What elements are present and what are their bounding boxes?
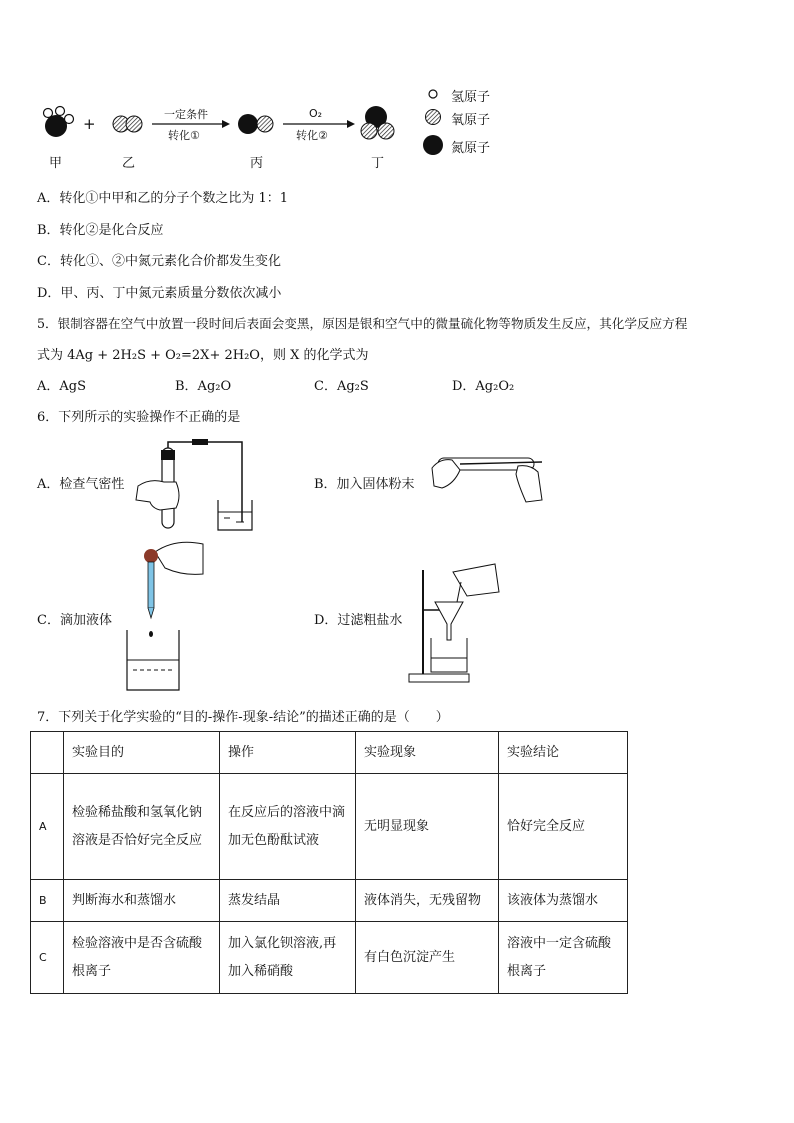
table-header-cell: 操作: [220, 732, 356, 774]
q6-option-a: A．检查气密性: [37, 477, 125, 492]
row-label: B: [31, 880, 64, 922]
nitrogen-legend-icon: [423, 135, 443, 155]
label-jia: 甲: [49, 156, 63, 171]
q5-stem-line1: 5．银制容器在空气中放置一段时间后表面会变黑，原因是银和空气中的微量硫化物等物质发生反应，其化学反应方程: [37, 316, 688, 331]
q5-option-c: C．Ag₂S: [314, 379, 369, 394]
q7-table: [30, 731, 628, 994]
molecule-jia-icon: [44, 107, 74, 138]
q4-option-d: D．甲、丙、丁中氮元素质量分数依次减小: [37, 286, 282, 301]
q4-option-a: A．转化①中甲和乙的分子个数之比为 1：1: [37, 191, 289, 206]
oxygen-legend-icon: [426, 110, 441, 125]
q6-option-b: B．加入固体粉末: [314, 477, 415, 492]
table-cell: 在反应后的溶液中滴加无色酚酞试液: [220, 774, 356, 880]
q7-stem: 7．下列关于化学实验的“目的-操作-现象-结论”的描述正确的是（ ）: [37, 710, 449, 725]
table-cell: 有白色沉淀产生: [356, 922, 499, 994]
table-header-cell: 实验现象: [356, 732, 499, 774]
table-cell: 溶液中一定含硫酸根离子: [499, 922, 628, 994]
table-cell: 液体消失，无残留物: [356, 880, 499, 922]
step1-label: 转化①: [168, 129, 200, 142]
label-ding: 丁: [371, 156, 385, 171]
table-header-cell: 实验目的: [64, 732, 220, 774]
q6-option-c: C．滴加液体: [37, 613, 112, 628]
table-row: [31, 922, 628, 994]
filtering-illustration: [405, 562, 505, 684]
table-cell: 检验稀盐酸和氢氧化钠溶液是否恰好完全反应: [64, 774, 220, 880]
hydrogen-legend-icon: [429, 90, 437, 98]
label-bing: 丙: [250, 156, 264, 171]
molecule-yi-icon: [113, 116, 142, 132]
plus-sign: +: [83, 115, 96, 133]
legend-nitrogen: 氮原子: [451, 141, 491, 156]
reaction-diagram: [0, 0, 794, 180]
step1-condition: 一定条件: [164, 108, 208, 121]
table-cell: 检验溶液中是否含硫酸根离子: [64, 922, 220, 994]
molecule-bing-icon: [238, 114, 273, 134]
table-header-cell: 实验结论: [499, 732, 628, 774]
q5-option-d: D．Ag₂O₂: [452, 379, 515, 394]
table-row: [31, 880, 628, 922]
q5-option-b: B．Ag₂O: [175, 379, 232, 394]
table-header-row: [31, 732, 628, 774]
table-cell: 判断海水和蒸馏水: [64, 880, 220, 922]
row-label: C: [31, 922, 64, 994]
adding-powder-illustration: [430, 450, 550, 510]
q5-stem-line2: 式为 4Ag + 2H₂S + O₂=2X+ 2H₂O，则 X 的化学式为: [37, 348, 369, 363]
q6-option-d: D．过滤粗盐水: [314, 613, 403, 628]
row-label: A: [31, 774, 64, 880]
airtightness-check-illustration: [130, 438, 260, 533]
q6-stem: 6．下列所示的实验操作不正确的是: [37, 410, 241, 425]
q4-option-c: C．转化①、②中氮元素化合价都发生变化: [37, 254, 281, 269]
table-cell: 恰好完全反应: [499, 774, 628, 880]
q4-option-b: B．转化②是化合反应: [37, 223, 164, 238]
dropping-liquid-illustration: [125, 538, 215, 696]
legend-hydrogen: 氢原子: [451, 90, 491, 105]
legend-oxygen: 氧原子: [451, 113, 491, 128]
step2-label: 转化②: [296, 129, 328, 142]
q5-option-a: A．AgS: [37, 379, 87, 394]
table-row: [31, 774, 628, 880]
table-header-cell: [31, 732, 64, 774]
table-cell: 该液体为蒸馏水: [499, 880, 628, 922]
molecule-ding-icon: [361, 106, 394, 139]
step2-reagent: O₂: [309, 107, 323, 120]
table-cell: 蒸发结晶: [220, 880, 356, 922]
table-cell: 加入氯化钡溶液,再加入稀硝酸: [220, 922, 356, 994]
table-cell: 无明显现象: [356, 774, 499, 880]
label-yi: 乙: [122, 156, 136, 171]
